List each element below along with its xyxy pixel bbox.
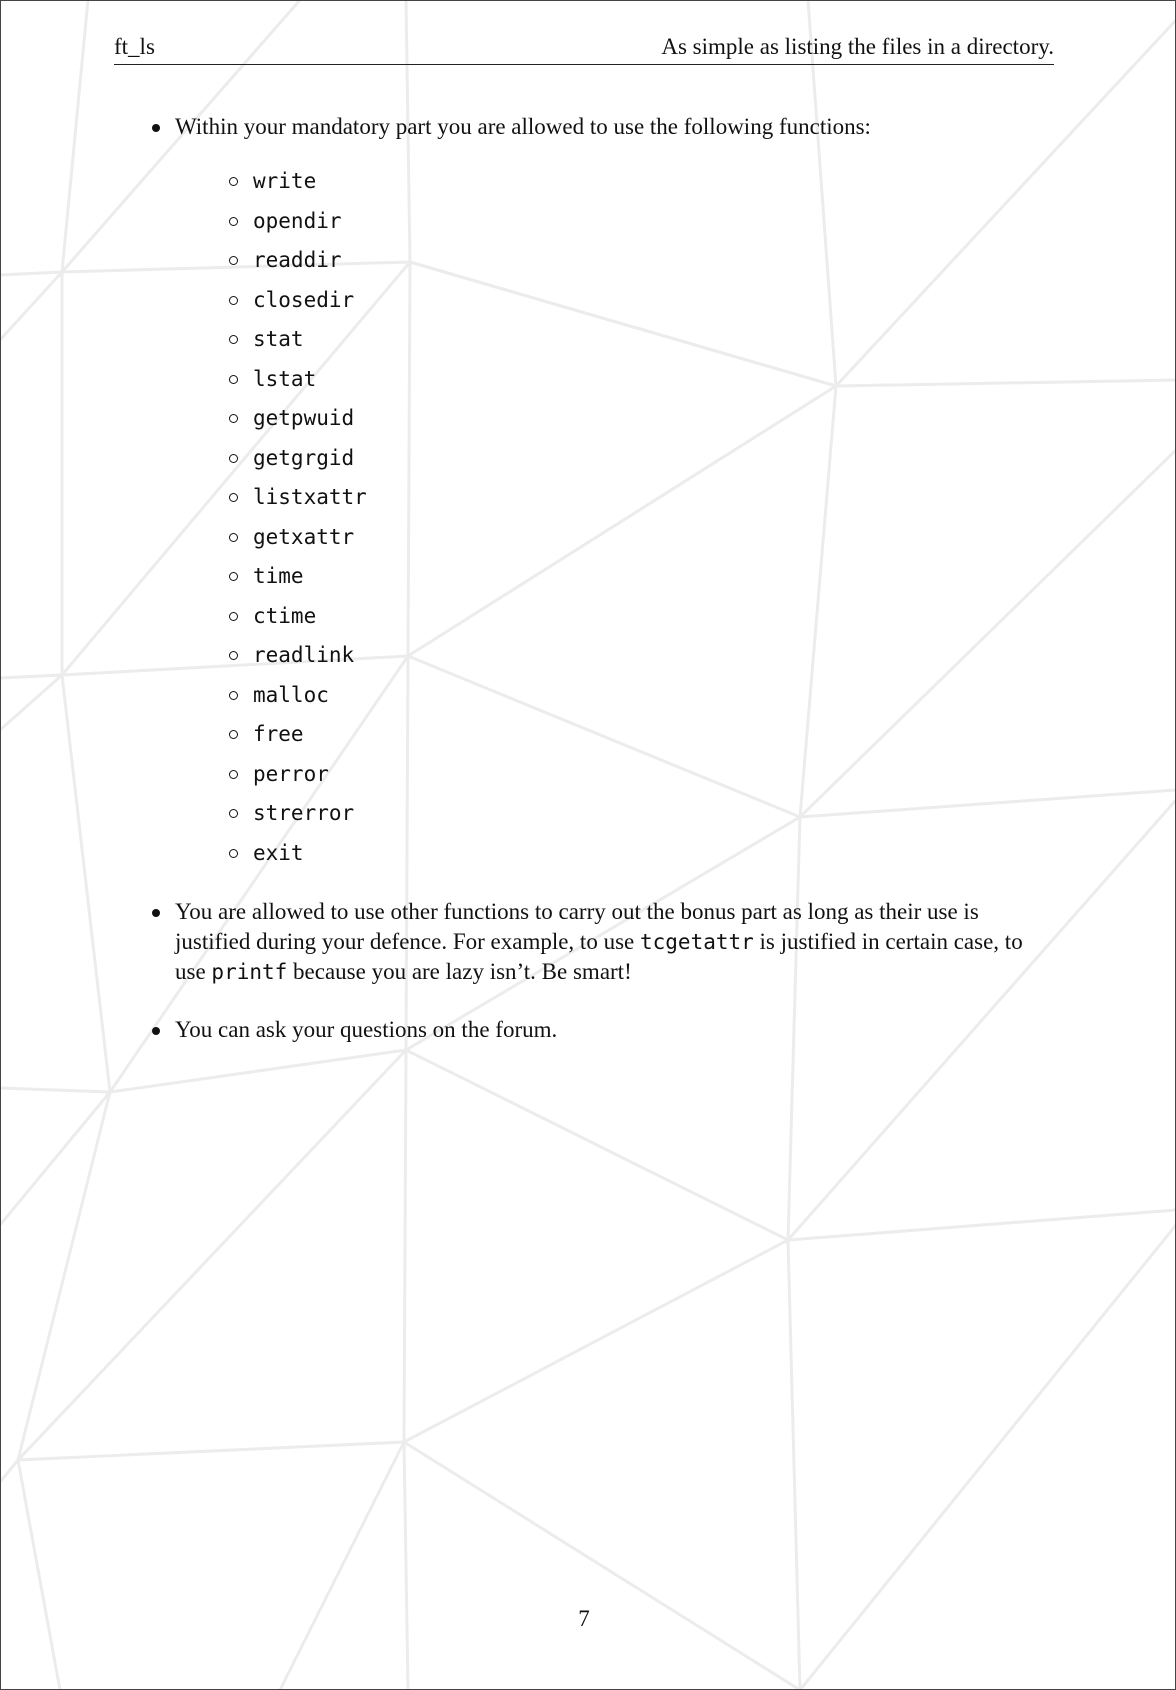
page-header — [114, 34, 1054, 65]
function-name: exit — [253, 840, 304, 865]
function-item-free — [229, 719, 1054, 759]
document-content — [150, 112, 1054, 1045]
function-name: readdir — [253, 248, 342, 272]
function-item-perror — [229, 759, 1054, 799]
circle-bullet-icon — [229, 177, 238, 186]
function-name: getpwuid — [253, 406, 355, 430]
page-number: 7 — [578, 1606, 590, 1631]
function-name: listxattr — [253, 485, 367, 509]
function-item-readdir — [229, 245, 1054, 285]
function-name: time — [253, 564, 304, 588]
function-item-getxattr — [229, 522, 1054, 562]
function-name: strerror — [253, 801, 355, 825]
function-name: write — [253, 169, 317, 193]
forum-text: You can ask your questions on the forum. — [175, 1017, 558, 1042]
function-name: readlink — [253, 643, 355, 667]
circle-bullet-icon — [229, 414, 238, 423]
function-item-lstat — [229, 364, 1054, 404]
circle-bullet-icon — [229, 572, 238, 581]
function-name: perror — [253, 761, 329, 786]
allowed-functions-list — [229, 166, 1054, 877]
circle-bullet-icon — [229, 335, 238, 344]
circle-bullet-icon — [229, 454, 238, 463]
circle-bullet-icon — [229, 296, 238, 305]
bullet-icon — [152, 124, 160, 132]
circle-bullet-icon — [229, 730, 238, 739]
bullet-icon — [152, 909, 160, 917]
circle-bullet-icon — [229, 217, 238, 226]
circle-bullet-icon — [229, 691, 238, 700]
header-subtitle: As simple as listing the files in a directory. — [661, 34, 1054, 59]
function-name: opendir — [253, 208, 342, 233]
function-item-getgrgid — [229, 443, 1054, 483]
circle-bullet-icon — [229, 612, 238, 621]
function-name: closedir — [253, 287, 355, 312]
function-item-write — [229, 166, 1054, 206]
circle-bullet-icon — [229, 651, 238, 660]
circle-bullet-icon — [229, 770, 238, 779]
function-item-closedir — [229, 285, 1054, 325]
function-name: getgrgid — [253, 445, 355, 470]
circle-bullet-icon — [229, 849, 238, 858]
circle-bullet-icon — [229, 809, 238, 818]
header-project-name: ft_ls — [114, 34, 155, 59]
bonus-text-part1: You are allowed to use other functions to carry out the bonus part as long as their use is justified during your defence. For example, to use — [175, 899, 979, 954]
list-item-bonus-rules — [150, 897, 1054, 987]
function-item-time — [229, 561, 1054, 601]
bullet-icon — [152, 1027, 160, 1035]
function-item-stat — [229, 324, 1054, 364]
function-item-getpwuid — [229, 403, 1054, 443]
code-printf: printf — [211, 960, 288, 984]
function-item-readlink — [229, 640, 1054, 680]
function-item-malloc — [229, 680, 1054, 720]
function-item-listxattr — [229, 482, 1054, 522]
function-name: malloc — [253, 682, 329, 707]
function-name: lstat — [253, 366, 317, 391]
bonus-text-part2: is justified in certain case, to use — [175, 929, 1023, 984]
code-tcgetattr: tcgetattr — [640, 930, 754, 954]
circle-bullet-icon — [229, 533, 238, 542]
function-item-strerror — [229, 798, 1054, 838]
circle-bullet-icon — [229, 375, 238, 384]
list-item-forum — [150, 1015, 1054, 1045]
circle-bullet-icon — [229, 256, 238, 265]
function-item-exit — [229, 838, 1054, 878]
function-name: free — [253, 722, 304, 746]
circle-bullet-icon — [229, 493, 238, 502]
allowed-functions-intro: Within your mandatory part you are allowed to use the following functions: — [175, 114, 871, 139]
function-name: ctime — [253, 603, 317, 628]
function-name: getxattr — [253, 524, 355, 549]
function-item-ctime — [229, 601, 1054, 641]
function-item-opendir — [229, 206, 1054, 246]
bonus-text-part3: because you are lazy isn’t. Be smart! — [287, 959, 632, 984]
list-item-allowed-functions — [150, 112, 1054, 877]
function-name: stat — [253, 327, 304, 351]
